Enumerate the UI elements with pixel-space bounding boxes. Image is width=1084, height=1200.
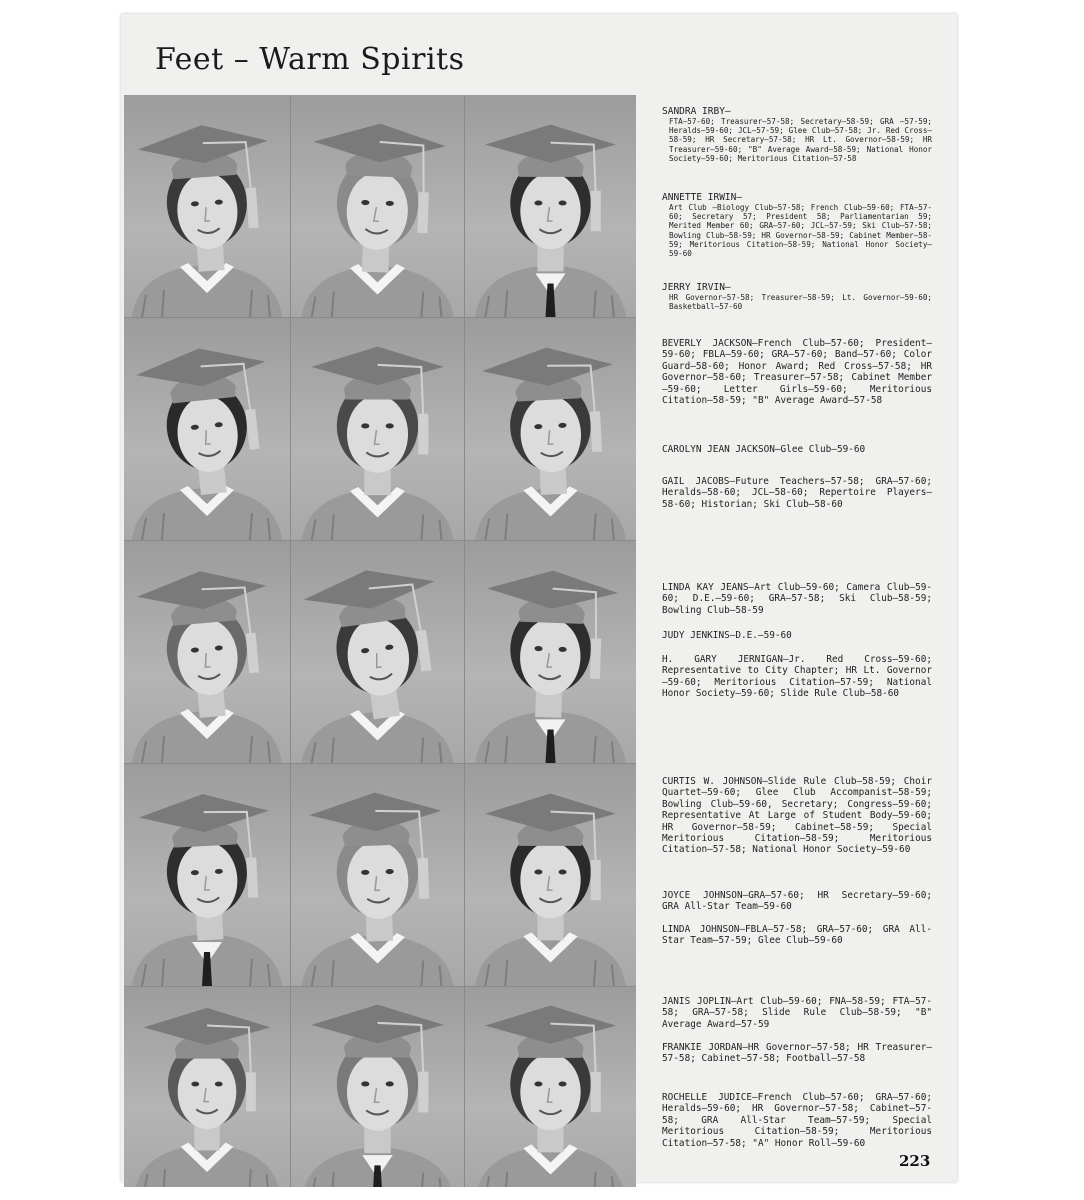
student-portrait — [124, 764, 290, 986]
student-bio — [662, 996, 932, 1030]
student-activities: HR Governor—57-58; Treasurer—58-59; Lt. Governor—59-60; Basketball—57-60 — [669, 293, 932, 312]
student-name: FRANKIE JORDAN—HR Governor—57-58; HR Treasurer—57-58; Cabinet—57-58; Football—57-58 — [662, 1042, 932, 1065]
student-bio — [662, 192, 932, 258]
student-bio — [662, 630, 932, 641]
student-name: ANNETTE IRWIN— — [662, 192, 743, 203]
student-bio — [662, 1092, 932, 1149]
student-portrait — [291, 987, 464, 1187]
student-bio — [662, 444, 932, 455]
student-bio — [662, 282, 932, 311]
student-portrait — [291, 318, 464, 540]
student-name: JANIS JOPLIN—Art Club—59-60; FNA—58-59; FTA—57-58; GRA—57-58; Slide Rule Club—58-59; "B" Average Award—57-59 — [662, 996, 932, 1030]
student-portrait — [291, 541, 464, 763]
student-name: BEVERLY JACKSON—French Club—57-60; President—59-60; FBLA—59-60; GRA—57-60; Band—57-60; Color Guard—58-60; Honor Award; Red Cross—57-58; HR Governor—58-60; Treasurer—57-58; Cabinet Member—59-60; Letter Girls—59-60; Meritorious Citation—58-59; "B" Average Award—57-58 — [662, 338, 932, 407]
student-bio — [662, 476, 932, 510]
student-bio — [662, 338, 932, 406]
student-portrait — [124, 987, 290, 1187]
student-portrait — [291, 95, 464, 317]
student-name: JUDY JENKINS—D.E.—59-60 — [662, 630, 792, 641]
page-title: Feet – Warm Spirits — [155, 42, 465, 77]
student-name: H. GARY JERNIGAN—Jr. Red Cross—59-60; Representative to City Chapter; HR Lt. Governor—59-60; Meritorious Citation—57-59; National Honor Society—59-60; Slide Rule Club—58-60 — [662, 654, 932, 700]
student-bio — [662, 654, 932, 700]
student-bio — [662, 582, 932, 616]
student-portrait — [465, 987, 636, 1187]
page-number: 223 — [899, 1152, 931, 1170]
student-portrait — [465, 318, 636, 540]
student-name: JERRY IRVIN— — [662, 282, 731, 293]
student-name: JOYCE JOHNSON—GRA—57-60; HR Secretary—59-60; GRA All-Star Team—59-60 — [662, 890, 932, 913]
student-portrait — [124, 318, 290, 540]
student-name: CAROLYN JEAN JACKSON—Glee Club—59-60 — [662, 444, 866, 455]
student-activities: Art Club —Biology Club—57-58; French Club—59-60; FTA—57-60; Secretary 57; President 58; Parliamentarian 59; Merited Member 60; GRA—57-60; JCL—57-59; Ski Club—57-58; Bowling Club—58-59; HR Governor—58-59; Cabinet Member—58-59; Meritorious Citation—58-59; National Honor Society—59-60 — [669, 203, 932, 259]
student-name: SANDRA IRBY— — [662, 106, 731, 117]
student-portrait — [124, 541, 290, 763]
student-name: LINDA KAY JEANS—Art Club—59-60; Camera Club—59-60; D.E.—59-60; GRA—57-58; Ski Club—58-59; Bowling Club—58-59 — [662, 582, 932, 616]
student-name: CURTIS W. JOHNSON—Slide Rule Club—58-59; Choir Quartet—59-60; Glee Club Accompanist—58-59; Bowling Club—59-60, Secretary; Congress—59-60; Representative At Large of Student Body—59-60; HR Governor—58-59; Cabinet—58-59; Special Meritorious Citation—58-59; Meritorious Citation—57-58; National Honor Society—59-60 — [662, 776, 932, 856]
student-bio — [662, 1042, 932, 1065]
student-bio — [662, 776, 932, 856]
student-portrait — [465, 95, 636, 317]
student-portrait — [124, 95, 290, 317]
portrait-grid — [124, 95, 636, 1187]
student-bio — [662, 890, 932, 913]
student-name: GAIL JACOBS—Future Teachers—57-58; GRA—57-60; Heralds—58-60; JCL—58-60; Repertoire Players—58-60; Historian; Ski Club—58-60 — [662, 476, 932, 510]
student-bio — [662, 106, 932, 163]
student-bio — [662, 924, 932, 947]
student-portrait — [465, 764, 636, 986]
student-activities: FTA—57-60; Treasurer—57-58; Secretary—58-59; GRA —57-59; Heralds—59-60; JCL—57-59; Glee Club—57-58; Jr. Red Cross—58-59; HR Secretary—57-58; HR Lt. Governor—58-59; HR Treasurer—59-60; "B" Average Award—58-59; National Honor Society—59-60; Meritorious Citation—57-58 — [669, 117, 932, 163]
student-portrait — [465, 541, 636, 763]
student-name: LINDA JOHNSON—FBLA—57-58; GRA—57-60; GRA All-Star Team—57-59; Glee Club—59-60 — [662, 924, 932, 947]
student-name: ROCHELLE JUDICE—French Club—57-60; GRA—57-60; Heralds—59-60; HR Governor—57-58; Cabinet—57-58; GRA All-Star Team—57-59; Special Meritorious Citation—58-59; Meritorious Citation—57-58; "A" Honor Roll—59-60 — [662, 1092, 932, 1149]
student-portrait — [291, 764, 464, 986]
